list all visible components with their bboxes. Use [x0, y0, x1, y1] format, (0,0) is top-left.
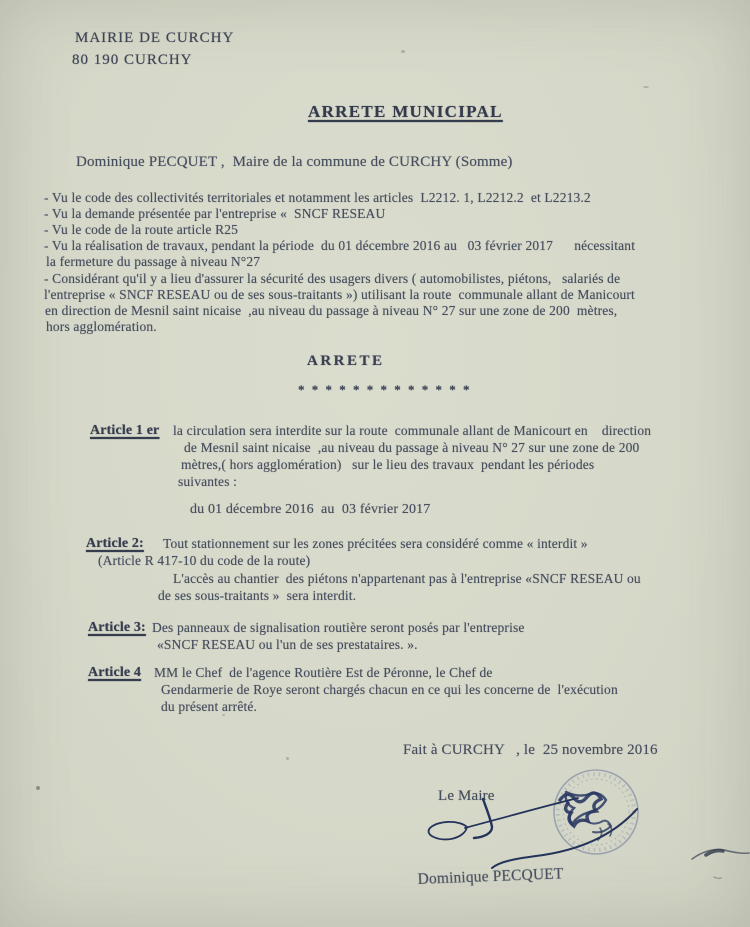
pen-mark — [692, 849, 749, 878]
article-2-line: L'accès au chantier des piétons n'appartenant pas à l'entreprise «SNCF RESEAU ou — [173, 571, 641, 586]
recital-line: - Considérant qu'il y a lieu d'assurer la sécurité des usagers divers ( automobilistes, piétons, salariés de — [44, 271, 621, 286]
signer-name: Dominique PECQUET — [417, 865, 564, 889]
article-4-line: MM le Chef de l'agence Routière Est de Péronne, le Chef de — [154, 665, 493, 680]
article-1-line: la circulation sera interdite sur la route communale allant de Manicourt en direction — [173, 423, 652, 438]
recital-line: la fermeture du passage à niveau N°27 — [46, 254, 261, 269]
recital-line: en direction de Mesnil saint nicaise ,au niveau du passage à niveau N° 27 sur une zone de 200 mètres, — [45, 303, 618, 318]
article-2-line: (Article R 417-10 du code de la route) — [98, 553, 311, 568]
signature-scribble — [560, 792, 612, 840]
section-heading: ARRETE — [307, 353, 385, 369]
letterhead-line-2: 80 190 CURCHY — [72, 52, 193, 68]
recital-line: hors agglomération. — [46, 319, 157, 334]
article-2-line: Tout stationnement sur les zones précitées sera considéré comme « interdit » — [163, 536, 588, 551]
article-3-line: Des panneaux de signalisation routière seront posés par l'entreprise — [152, 620, 525, 635]
dust-speck — [401, 50, 405, 53]
signer-role: Le Maire — [438, 788, 495, 804]
article-1-line: mètres,( hors agglomération) sur le lieu des travaux pendant les périodes — [181, 457, 595, 472]
recital-line: l'entreprise « SNCF RESEAU ou de ses sous-traitants ») utilisant la route communale allant de Manicourt — [44, 287, 635, 302]
signature — [429, 798, 637, 868]
letterhead-line-1: MAIRIE DE CURCHY — [75, 30, 235, 46]
article-1-period-line: du 01 décembre 2016 au 03 février 2017 — [190, 502, 431, 517]
document-title: ARRETE MUNICIPAL — [308, 102, 503, 121]
dust-speck — [286, 757, 289, 760]
recital-line: - Vu la demande présentée par l'entreprise « SNCF RESEAU — [44, 206, 386, 221]
article-4-label: Article 4 — [88, 665, 142, 680]
article-1-line: suivantes : — [178, 474, 238, 489]
article-3-label: Article 3: — [88, 620, 146, 635]
article-3-line: «SNCF RESEAU ou l'un de ses prestataires. ». — [157, 637, 418, 652]
article-1-line: de Mesnil saint nicaise ,au niveau du passage à niveau N° 27 sur une zone de 200 — [184, 440, 640, 455]
intro-line: Dominique PECQUET , Maire de la commune de CURCHY (Somme) — [76, 154, 513, 170]
dust-speck — [36, 786, 40, 790]
recital-line: - Vu le code des collectivités territoriales et notamment les articles L2212. 1, L2212.2 et L2213.2 — [44, 190, 591, 205]
recital-line: - Vu le code de la route article R25 — [44, 222, 239, 237]
place-date-line: Fait à CURCHY , le 25 novembre 2016 — [403, 742, 658, 758]
dust-speck — [222, 714, 225, 716]
dust-speck — [643, 86, 649, 88]
recital-line: - Vu la réalisation de travaux, pendant la période du 01 décembre 2016 au 03 février 2017 nécessitant — [44, 238, 636, 253]
article-2-label: Article 2: — [86, 536, 144, 551]
official-stamp-icon — [554, 770, 638, 854]
article-4-line: Gendarmerie de Roye seront chargés chacun en ce qui les concerne de l'exécution — [161, 682, 618, 697]
article-4-line: du présent arrêté. — [161, 699, 258, 714]
article-1-label: Article 1 er — [90, 423, 160, 438]
article-2-line: de ses sous-traitants » sera interdit. — [158, 588, 357, 603]
star-separator: * * * * * * * * * * * * * — [298, 382, 472, 397]
